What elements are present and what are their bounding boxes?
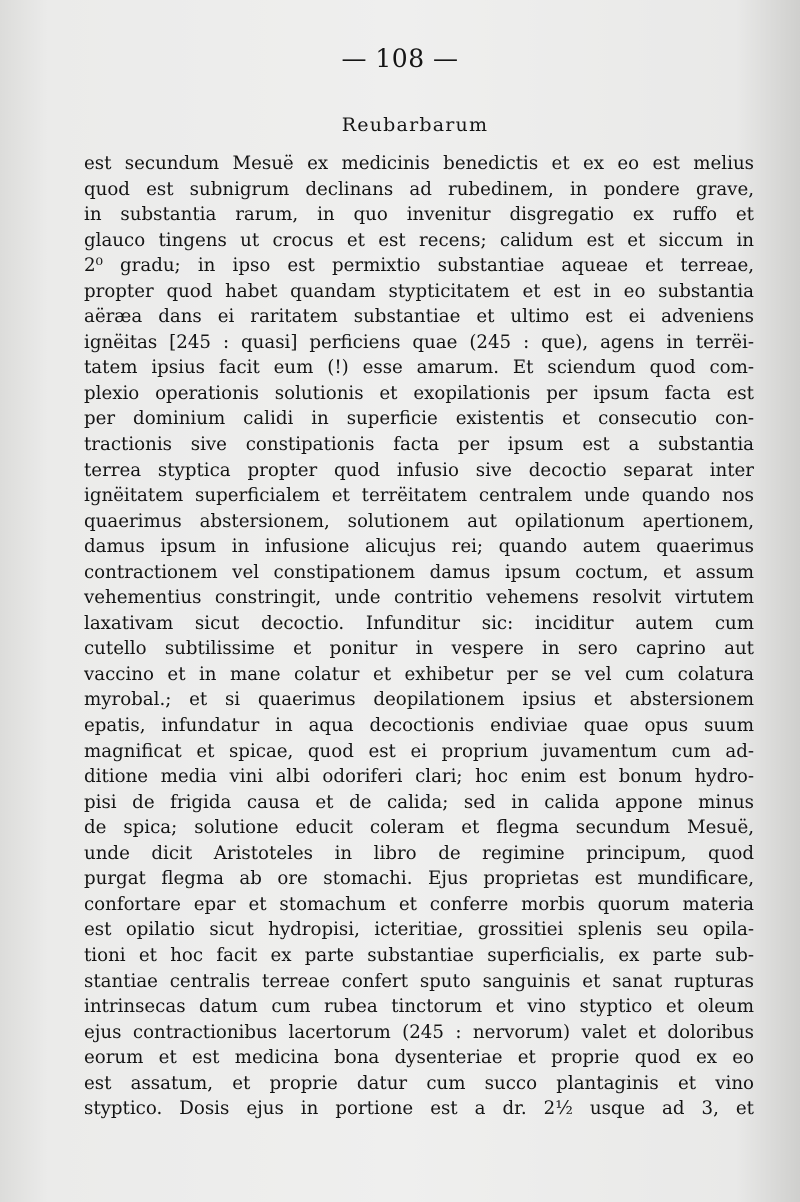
text-line: quaerimus abstersionem, solutionem aut opilationum apertionem, — [84, 510, 754, 532]
text-line: ditione media vini albi odoriferi clari; hoc enim est bonum hydro- — [84, 766, 754, 788]
text-line: ejus contractionibus lacertorum (245 : nervorum) valet et doloribus — [84, 1021, 754, 1043]
text-line: aëræa dans ei raritatem substantiae et ultimo est ei adveniens — [84, 306, 754, 328]
text-line: 2⁰ gradu; in ipso est permixtio substantiae aqueae et terreae, — [84, 255, 754, 277]
text-line: glauco tingens ut crocus et est recens; calidum est et siccum in — [84, 229, 754, 251]
text-line: in substantia rarum, in quo invenitur disgregatio ex ruffo et — [84, 204, 754, 226]
text-line: est secundum Mesuë ex medicinis benedictis et ex eo est melius — [84, 153, 754, 174]
text-line: damus ipsum in infusione alicujus rei; quando autem quaerimus — [84, 536, 754, 558]
text-line: ignëitas [245 : quasi] perficiens quae (245 : que), agens in terrëi- — [84, 331, 754, 353]
text-line: vehementius constringit, unde contritio vehemens resolvit virtutem — [84, 587, 754, 609]
text-line: unde dicit Aristoteles in libro de regimine principum, quod — [84, 842, 754, 864]
text-line: propter quod habet quandam stypticitatem et est in eo substantia — [84, 280, 754, 302]
text-line: plexio operationis solutionis et exopilationis per ipsum facta est — [84, 382, 754, 404]
section-heading: Reubarbarum — [341, 114, 489, 136]
page-number: — 108 — — [341, 44, 459, 73]
text-line: purgat flegma ab ore stomachi. Ejus proprietas est mundificare, — [84, 868, 754, 890]
text-line: tioni et hoc facit ex parte substantiae superficialis, ex parte sub- — [84, 944, 754, 966]
text-line: stantiae centralis terreae confert sputo sanguinis et sanat rupturas — [84, 970, 754, 992]
body-text — [84, 151, 754, 1122]
text-line: laxativam sicut decoctio. Infunditur sic: inciditur autem cum — [84, 612, 754, 634]
text-line: ignëitatem superficialem et terrëitatem centralem unde quando nos — [84, 485, 754, 507]
text-line: pisi de frigida causa et de calida; sed in calida appone minus — [84, 791, 754, 813]
text-line: terrea styptica propter quod infusio sive decoctio separat inter — [84, 459, 754, 481]
text-line: cutello subtilissime et ponitur in vespere in sero caprino aut — [84, 638, 754, 660]
text-line: tractionis sive constipationis facta per ipsum est a substantia — [84, 434, 754, 456]
text-line: quod est subnigrum declinans ad rubedinem, in pondere grave, — [84, 178, 754, 200]
text-line: tatem ipsius facit eum (!) esse amarum. Et sciendum quod com- — [84, 357, 754, 379]
text-line: epatis, infundatur in aqua decoctionis endiviae quae opus suum — [84, 715, 754, 737]
text-line: styptico. Dosis ejus in portione est a dr. 2½ usque ad 3, et — [84, 1098, 754, 1120]
text-line: eorum et est medicina bona dysenteriae et proprie quod ex eo — [84, 1047, 754, 1069]
text-line: contractionem vel constipationem damus ipsum coctum, et assum — [84, 561, 754, 583]
text-line: myrobal.; et si quaerimus deopilationem ipsius et abstersionem — [84, 689, 754, 711]
text-line: per dominium calidi in superficie existentis et consecutio con- — [84, 408, 754, 430]
text-line: magnificat et spicae, quod est ei proprium juvamentum cum ad- — [84, 740, 754, 762]
text-line: est opilatio sicut hydropisi, icteritiae, grossitiei splenis seu opila- — [84, 919, 754, 941]
text-line: confortare epar et stomachum et conferre morbis quorum materia — [84, 893, 754, 915]
text-line: est assatum, et proprie datur cum succo plantaginis et vino — [84, 1072, 754, 1094]
text-line: vaccino et in mane colatur et exhibetur per se vel cum colatura — [84, 663, 754, 685]
text-line: intrinsecas datum cum rubea tinctorum et vino styptico et oleum — [84, 996, 754, 1018]
text-line: de spica; solutione educit coleram et flegma secundum Mesuë, — [84, 817, 754, 839]
